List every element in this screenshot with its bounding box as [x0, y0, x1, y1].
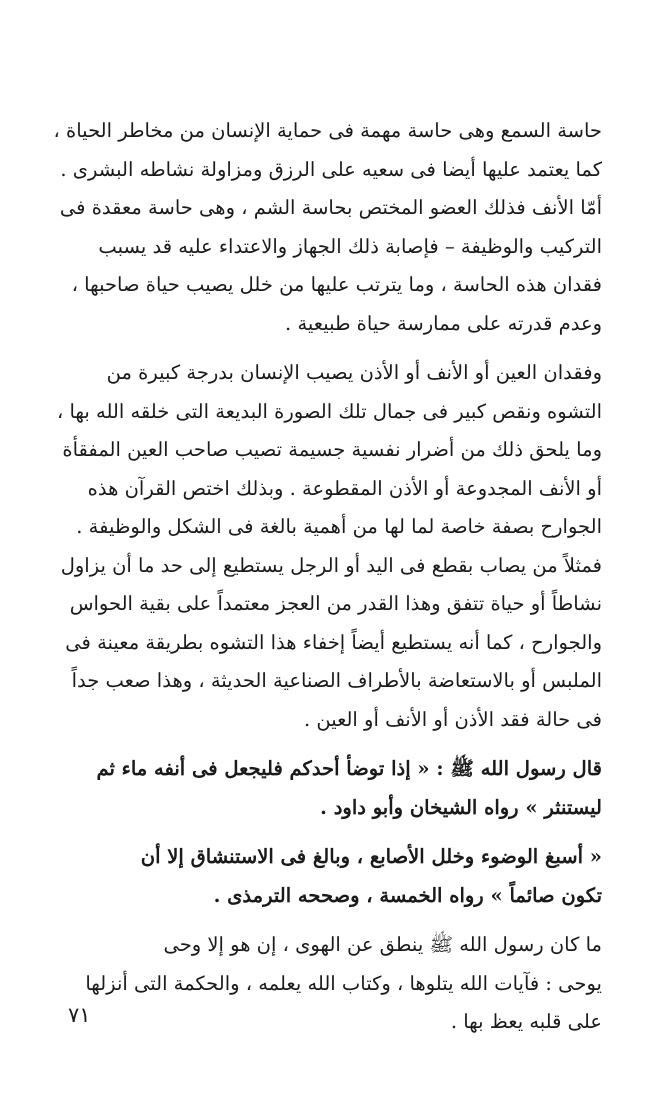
text-line: فى حالة فقد الأذن أو الأنف أو العين . [303, 707, 602, 731]
text-line: نشاطاً أو حياة تتفق وهذا القدر من العجز معتمداً على بقية الحواس [69, 592, 602, 615]
text-line: فقدان هذه الحاسة ، وما يترتب عليها من خلل يصيب حياة صاحبها ، [71, 273, 602, 296]
paragraph-hadith-1 [34, 750, 602, 827]
text-line: وما يلحق ذلك من أضرار نفسية جسيمة تصيب صاحب العين المفقأة [62, 438, 602, 461]
text-line: على قلبه يعظ بها . [450, 1010, 602, 1033]
paragraph-hadith-2 [34, 838, 602, 915]
text-line: قال رسول الله ﷺ : « إذا توضأ أحدكم فليجعل فى أنفه ماء ثم [96, 757, 602, 780]
paragraph-senses [34, 112, 602, 343]
text-line: الملبس أو بالاستعاضة بالأطراف الصناعية الحديثة ، وهذا صعب جداً [71, 669, 602, 692]
text-line: أمّا الأنف فذلك العضو المختص بحاسة الشم ، وهى حاسة معقدة فى [59, 196, 602, 219]
paragraph-loss-of-organs [34, 354, 602, 739]
text-line: التشوه ونقص كبير فى جمال تلك الصورة البديعة التى خلقه الله بها ، [56, 399, 602, 423]
text-line: « أسبغ الوضوء وخلل الأصابع ، وبالغ فى الاستنشاق إلا أن [140, 845, 602, 868]
text-line: التركيب والوظيفة – فإصابة ذلك الجهاز والاعتداء عليه قد يسبب [98, 234, 602, 258]
text-line: وعدم قدرته على ممارسة حياة طبيعية . [285, 311, 602, 335]
text-line: أو الأنف المجدوعة أو الأذن المقطوعة . وبذلك اختص القرآن هذه [87, 476, 602, 500]
text-line: حاسة السمع وهى حاسة مهمة فى حماية الإنسان من مخاطر الحياة ، [53, 119, 602, 142]
body-text [34, 112, 602, 1042]
page-number: ٧١ [68, 1003, 91, 1027]
text-line: فمثلاً من يصاب بقطع فى اليد أو الرجل يستطيع إلى حد ما أن يزاول [60, 553, 602, 577]
text-line: تكون صائماً » رواه الخمسة ، وصححه الترمذى . [213, 883, 602, 907]
paragraph-revelation [34, 926, 602, 1042]
text-line: ليستنثر » رواه الشيخان وأبو داود . [320, 795, 602, 819]
text-line: ما كان رسول الله ﷺ ينطق عن الهوى ، إن هو إلا وحى [163, 933, 602, 956]
text-line: يوحى : فآيات الله يتلوها ، وكتاب الله يعلمه ، والحكمة التى أنزلها [85, 971, 602, 995]
text-line: كما يعتمد عليها أيضا فى سعيه على الرزق ومزاولة نشاطه البشرى . [60, 157, 602, 181]
text-line: والجوارح ، كما أنه يستطيع أيضاً إخفاء هذا التشوه بطريقة معينة فى [65, 630, 602, 654]
text-line: وفقدان العين أو الأنف أو الأذن يصيب الإنسان بدرجة كبيرة من [106, 361, 602, 384]
text-line: الجوارح بصفة خاصة لما لها من أهمية بالغة فى الشكل والوظيفة . [76, 515, 602, 538]
